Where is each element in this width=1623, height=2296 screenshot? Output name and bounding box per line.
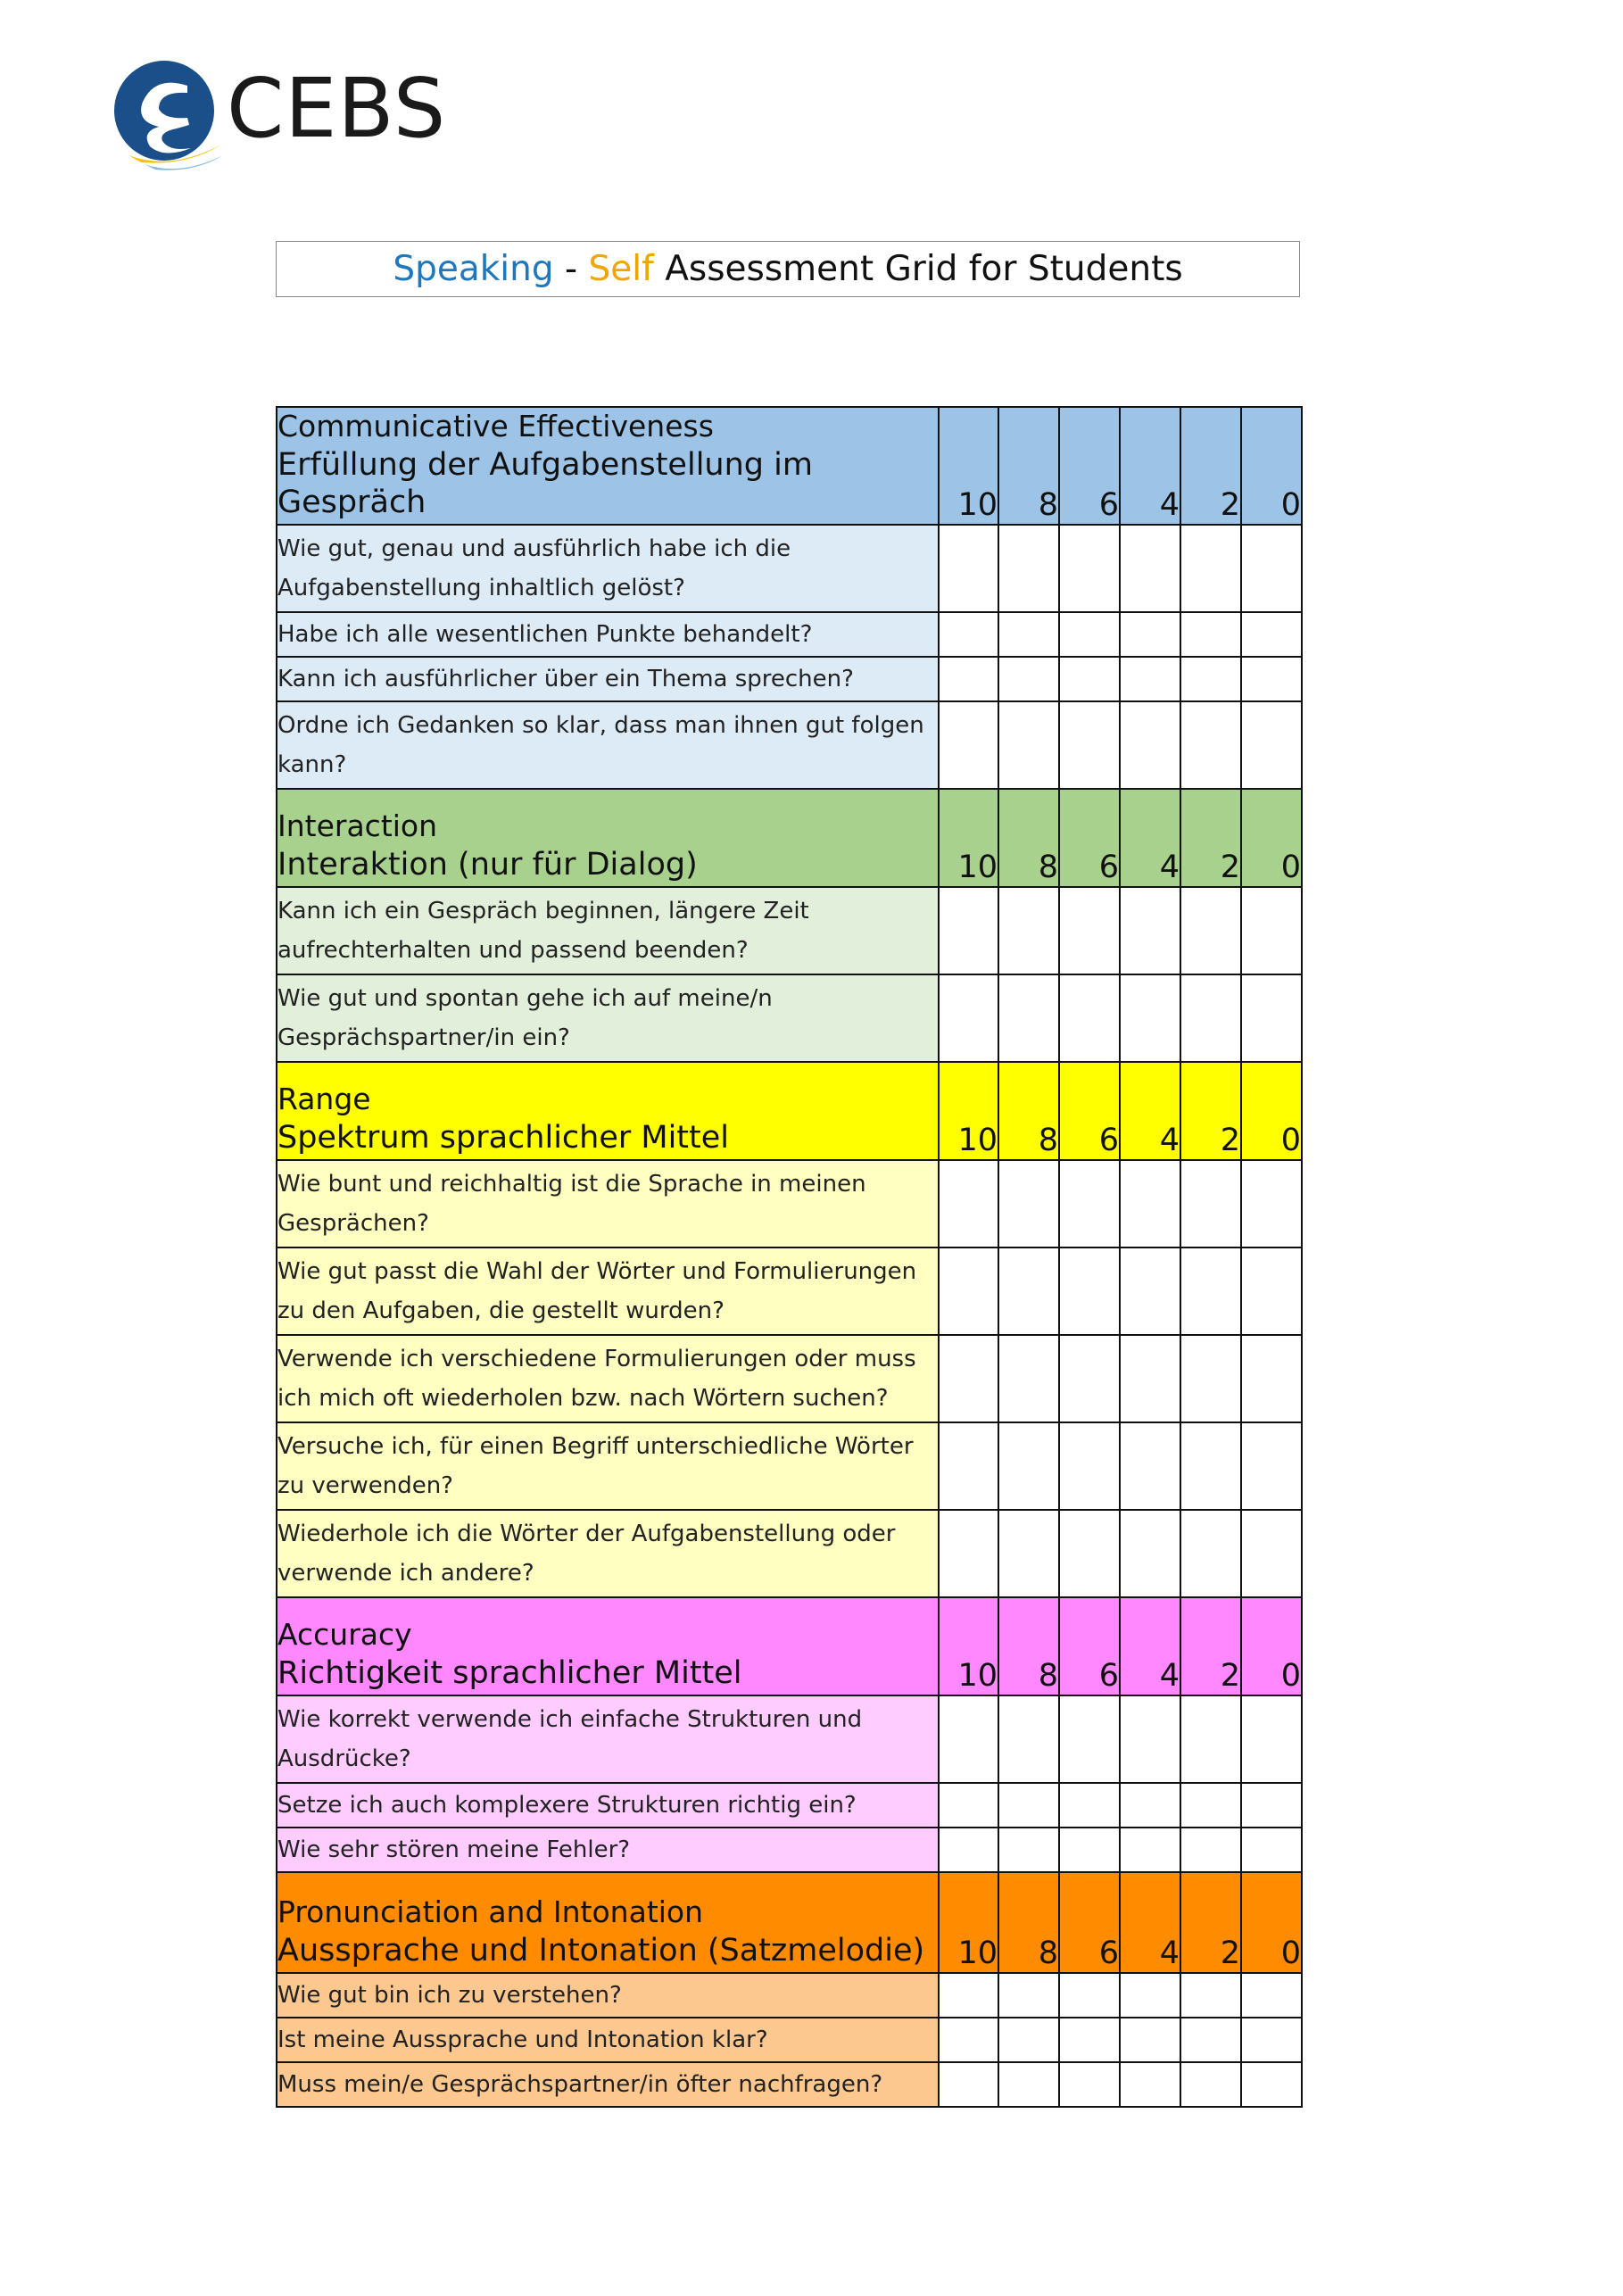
question-row <box>277 612 1302 657</box>
score-label: 2 <box>1180 1597 1241 1695</box>
score-cell-8[interactable] <box>998 701 1059 789</box>
question-text: Ordne ich Gedanken so klar, dass man ihnen gut folgen kann? <box>277 701 939 789</box>
question-row <box>277 974 1302 1062</box>
section-heading-en: Pronunciation and Intonation <box>277 1894 704 1929</box>
section-header <box>277 407 1302 525</box>
question-text: Wie gut passt die Wahl der Wörter und Formulierungen zu den Aufgaben, die gestellt wurden? <box>277 1247 939 1335</box>
question-row <box>277 1160 1302 1247</box>
score-cell-4[interactable] <box>1120 701 1180 789</box>
score-cell-6[interactable] <box>1059 1783 1120 1828</box>
score-cell-0[interactable] <box>1241 2062 1302 2107</box>
score-cell-2[interactable] <box>1180 1783 1241 1828</box>
score-cell-6[interactable] <box>1059 2062 1120 2107</box>
score-cell-8[interactable] <box>998 887 1059 974</box>
score-cell-6[interactable] <box>1059 1828 1120 1872</box>
score-label: 0 <box>1241 789 1302 887</box>
question-text: Wie gut und spontan gehe ich auf meine/n Gesprächspartner/in ein? <box>277 974 939 1062</box>
score-cell-6[interactable] <box>1059 1247 1120 1335</box>
section-heading <box>277 789 939 887</box>
question-text: Ist meine Aussprache und Intonation klar? <box>277 2018 939 2062</box>
score-label: 8 <box>998 1597 1059 1695</box>
section-heading-en: Interaction <box>277 808 438 843</box>
score-cell-4[interactable] <box>1120 1973 1180 2018</box>
score-label: 10 <box>939 407 998 525</box>
question-text: Wie korrekt verwende ich einfache Strukturen und Ausdrücke? <box>277 1695 939 1783</box>
section-heading <box>277 1872 939 1973</box>
score-label: 6 <box>1059 407 1120 525</box>
question-row <box>277 1510 1302 1597</box>
title-self: Self <box>588 249 654 289</box>
score-cell-8[interactable] <box>998 1247 1059 1335</box>
question-text: Setze ich auch komplexere Strukturen richtig ein? <box>277 1783 939 1828</box>
score-label: 4 <box>1120 407 1180 525</box>
title-separator: - <box>553 249 589 289</box>
section-header <box>277 1872 1302 1973</box>
section-heading <box>277 1597 939 1695</box>
score-cell-10[interactable] <box>939 974 998 1062</box>
score-cell-0[interactable] <box>1241 1422 1302 1510</box>
score-label: 2 <box>1180 407 1241 525</box>
title-rest: Assessment Grid for Students <box>653 249 1183 289</box>
score-cell-10[interactable] <box>939 1160 998 1247</box>
score-label: 8 <box>998 789 1059 887</box>
score-cell-2[interactable] <box>1180 1335 1241 1422</box>
score-cell-8[interactable] <box>998 974 1059 1062</box>
question-row <box>277 1783 1302 1828</box>
score-cell-8[interactable] <box>998 1422 1059 1510</box>
score-label: 10 <box>939 1062 998 1160</box>
score-cell-8[interactable] <box>998 1828 1059 1872</box>
section-heading-en: Accuracy <box>277 1617 412 1652</box>
score-cell-6[interactable] <box>1059 657 1120 701</box>
score-cell-2[interactable] <box>1180 1510 1241 1597</box>
section-heading-de: Aussprache und Intonation (Satzmelodie) <box>277 1932 925 1969</box>
score-cell-8[interactable] <box>998 1783 1059 1828</box>
score-cell-10[interactable] <box>939 2018 998 2062</box>
score-cell-8[interactable] <box>998 1973 1059 2018</box>
score-cell-4[interactable] <box>1120 612 1180 657</box>
score-cell-6[interactable] <box>1059 2018 1120 2062</box>
score-cell-0[interactable] <box>1241 1828 1302 1872</box>
score-cell-6[interactable] <box>1059 525 1120 612</box>
score-label: 2 <box>1180 789 1241 887</box>
score-label: 6 <box>1059 1872 1120 1973</box>
section-header <box>277 789 1302 887</box>
section-heading <box>277 1062 939 1160</box>
score-cell-8[interactable] <box>998 612 1059 657</box>
score-label: 0 <box>1241 407 1302 525</box>
question-row <box>277 1247 1302 1335</box>
score-cell-2[interactable] <box>1180 1695 1241 1783</box>
score-cell-4[interactable] <box>1120 1510 1180 1597</box>
brand-name: CEBS <box>227 61 447 156</box>
cebs-logo-mark <box>109 59 225 184</box>
score-cell-4[interactable] <box>1120 1828 1180 1872</box>
question-text: Wiederhole ich die Wörter der Aufgabenstellung oder verwende ich andere? <box>277 1510 939 1597</box>
score-cell-10[interactable] <box>939 612 998 657</box>
score-label: 0 <box>1241 1062 1302 1160</box>
score-cell-2[interactable] <box>1180 1973 1241 2018</box>
score-cell-8[interactable] <box>998 1510 1059 1597</box>
score-cell-2[interactable] <box>1180 612 1241 657</box>
score-label: 10 <box>939 789 998 887</box>
score-cell-2[interactable] <box>1180 1247 1241 1335</box>
question-text: Muss mein/e Gesprächspartner/in öfter nachfragen? <box>277 2062 939 2107</box>
score-cell-4[interactable] <box>1120 1695 1180 1783</box>
score-cell-10[interactable] <box>939 1783 998 1828</box>
score-label: 6 <box>1059 789 1120 887</box>
score-cell-2[interactable] <box>1180 887 1241 974</box>
score-cell-0[interactable] <box>1241 525 1302 612</box>
score-cell-8[interactable] <box>998 2062 1059 2107</box>
question-row <box>277 1973 1302 2018</box>
section-heading <box>277 407 939 525</box>
score-cell-10[interactable] <box>939 1510 998 1597</box>
score-cell-2[interactable] <box>1180 2062 1241 2107</box>
score-label: 8 <box>998 407 1059 525</box>
question-row <box>277 657 1302 701</box>
score-cell-0[interactable] <box>1241 1973 1302 2018</box>
question-text: Wie gut bin ich zu verstehen? <box>277 1973 939 2018</box>
score-cell-2[interactable] <box>1180 701 1241 789</box>
question-row <box>277 1828 1302 1872</box>
score-label: 0 <box>1241 1872 1302 1973</box>
score-cell-6[interactable] <box>1059 701 1120 789</box>
score-label: 2 <box>1180 1872 1241 1973</box>
score-cell-0[interactable] <box>1241 1335 1302 1422</box>
score-cell-0[interactable] <box>1241 1247 1302 1335</box>
score-cell-4[interactable] <box>1120 1335 1180 1422</box>
score-label: 6 <box>1059 1062 1120 1160</box>
score-cell-0[interactable] <box>1241 1160 1302 1247</box>
question-row <box>277 1335 1302 1422</box>
score-label: 4 <box>1120 1872 1180 1973</box>
score-cell-2[interactable] <box>1180 1160 1241 1247</box>
score-cell-6[interactable] <box>1059 1335 1120 1422</box>
score-cell-10[interactable] <box>939 1695 998 1783</box>
score-cell-6[interactable] <box>1059 1973 1120 2018</box>
score-cell-10[interactable] <box>939 657 998 701</box>
score-cell-8[interactable] <box>998 1695 1059 1783</box>
question-text: Kann ich ausführlicher über ein Thema sprechen? <box>277 657 939 701</box>
section-heading-en: Range <box>277 1082 371 1116</box>
question-text: Wie sehr stören meine Fehler? <box>277 1828 939 1872</box>
question-row <box>277 2062 1302 2107</box>
assessment-grid <box>276 406 1303 2108</box>
score-label: 2 <box>1180 1062 1241 1160</box>
score-cell-2[interactable] <box>1180 657 1241 701</box>
section-header <box>277 1062 1302 1160</box>
question-text: Verwende ich verschiedene Formulierungen oder muss ich mich oft wiederholen bzw. nach Wörtern suchen? <box>277 1335 939 1422</box>
score-cell-2[interactable] <box>1180 525 1241 612</box>
score-cell-2[interactable] <box>1180 1828 1241 1872</box>
score-cell-4[interactable] <box>1120 525 1180 612</box>
score-cell-10[interactable] <box>939 1828 998 1872</box>
score-cell-10[interactable] <box>939 1335 998 1422</box>
score-cell-10[interactable] <box>939 887 998 974</box>
score-cell-10[interactable] <box>939 2062 998 2107</box>
score-cell-8[interactable] <box>998 1335 1059 1422</box>
score-cell-0[interactable] <box>1241 1695 1302 1783</box>
score-cell-0[interactable] <box>1241 887 1302 974</box>
score-cell-0[interactable] <box>1241 612 1302 657</box>
score-cell-4[interactable] <box>1120 974 1180 1062</box>
score-label: 4 <box>1120 789 1180 887</box>
score-cell-4[interactable] <box>1120 1422 1180 1510</box>
score-cell-0[interactable] <box>1241 1510 1302 1597</box>
score-cell-4[interactable] <box>1120 2062 1180 2107</box>
score-label: 0 <box>1241 1597 1302 1695</box>
section-heading-de: Interaktion (nur für Dialog) <box>277 846 698 883</box>
score-cell-2[interactable] <box>1180 1422 1241 1510</box>
score-cell-0[interactable] <box>1241 2018 1302 2062</box>
section-header <box>277 1597 1302 1695</box>
question-row <box>277 1695 1302 1783</box>
question-row <box>277 525 1302 612</box>
score-cell-6[interactable] <box>1059 612 1120 657</box>
score-cell-2[interactable] <box>1180 974 1241 1062</box>
score-cell-4[interactable] <box>1120 657 1180 701</box>
score-cell-8[interactable] <box>998 2018 1059 2062</box>
question-row <box>277 701 1302 789</box>
score-cell-6[interactable] <box>1059 1422 1120 1510</box>
question-text: Wie gut, genau und ausführlich habe ich die Aufgabenstellung inhaltlich gelöst? <box>277 525 939 612</box>
score-cell-8[interactable] <box>998 657 1059 701</box>
score-cell-10[interactable] <box>939 701 998 789</box>
question-row <box>277 1422 1302 1510</box>
question-row <box>277 2018 1302 2062</box>
score-cell-6[interactable] <box>1059 1160 1120 1247</box>
question-row <box>277 887 1302 974</box>
question-text: Habe ich alle wesentlichen Punkte behandelt? <box>277 612 939 657</box>
score-cell-8[interactable] <box>998 1160 1059 1247</box>
score-cell-0[interactable] <box>1241 701 1302 789</box>
score-cell-10[interactable] <box>939 1422 998 1510</box>
score-label: 8 <box>998 1062 1059 1160</box>
score-cell-4[interactable] <box>1120 1247 1180 1335</box>
score-cell-10[interactable] <box>939 1247 998 1335</box>
question-text: Versuche ich, für einen Begriff unterschiedliche Wörter zu verwenden? <box>277 1422 939 1510</box>
score-label: 6 <box>1059 1597 1120 1695</box>
score-cell-6[interactable] <box>1059 887 1120 974</box>
score-cell-0[interactable] <box>1241 657 1302 701</box>
score-cell-6[interactable] <box>1059 1695 1120 1783</box>
section-heading-de: Richtigkeit sprachlicher Mittel <box>277 1654 742 1691</box>
section-heading-de: Spektrum sprachlicher Mittel <box>277 1119 730 1156</box>
score-label: 4 <box>1120 1062 1180 1160</box>
score-cell-4[interactable] <box>1120 2018 1180 2062</box>
question-text: Kann ich ein Gespräch beginnen, längere Zeit aufrechterhalten und passend beenden? <box>277 887 939 974</box>
question-text: Wie bunt und reichhaltig ist die Sprache in meinen Gesprächen? <box>277 1160 939 1247</box>
score-cell-4[interactable] <box>1120 1783 1180 1828</box>
score-cell-4[interactable] <box>1120 1160 1180 1247</box>
score-label: 10 <box>939 1872 998 1973</box>
section-heading-de: Erfüllung der Aufgabenstellung im Gespräch <box>277 446 813 520</box>
score-cell-6[interactable] <box>1059 974 1120 1062</box>
score-cell-0[interactable] <box>1241 974 1302 1062</box>
score-cell-4[interactable] <box>1120 887 1180 974</box>
score-cell-6[interactable] <box>1059 1510 1120 1597</box>
score-cell-10[interactable] <box>939 525 998 612</box>
score-label: 8 <box>998 1872 1059 1973</box>
page-title <box>276 241 1300 297</box>
score-cell-2[interactable] <box>1180 2018 1241 2062</box>
score-cell-8[interactable] <box>998 525 1059 612</box>
score-cell-10[interactable] <box>939 1973 998 2018</box>
section-heading-en: Communicative Effectiveness <box>277 409 714 443</box>
score-cell-0[interactable] <box>1241 1783 1302 1828</box>
score-label: 10 <box>939 1597 998 1695</box>
score-label: 4 <box>1120 1597 1180 1695</box>
cebs-logo <box>109 59 448 184</box>
title-speaking: Speaking <box>393 249 554 289</box>
